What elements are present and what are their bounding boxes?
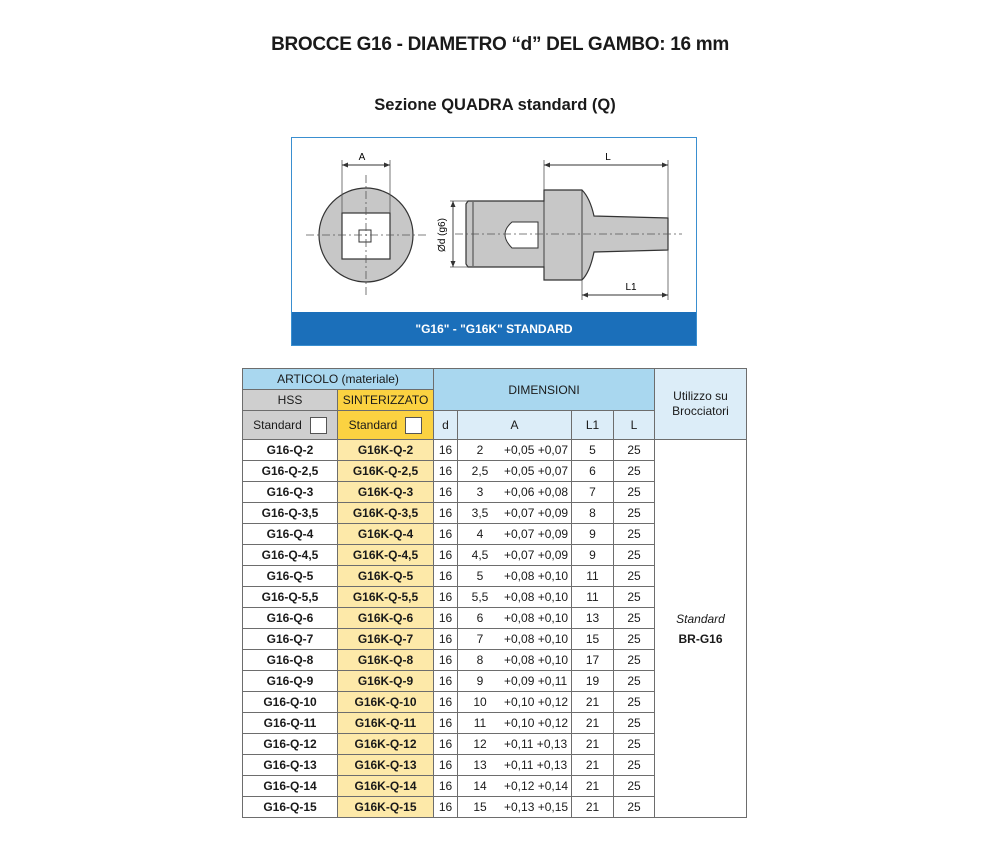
hss-code: G16-Q-4 (243, 524, 338, 545)
dimension-l1-label: L1 (625, 282, 637, 293)
l-value: 25 (614, 524, 655, 545)
sint-code: G16K-Q-13 (338, 755, 434, 776)
hss-standard-checkbox[interactable] (310, 417, 327, 434)
l1-value: 8 (572, 503, 614, 524)
sint-code: G16K-Q-6 (338, 608, 434, 629)
l-value: 25 (614, 629, 655, 650)
hss-code: G16-Q-8 (243, 650, 338, 671)
l1-value: 15 (572, 629, 614, 650)
dimension-l-label: L (605, 152, 611, 163)
a-tolerance: +0,12 +0,14 (504, 779, 569, 793)
a-tolerance: +0,08 +0,10 (504, 590, 569, 604)
d-value: 16 (434, 587, 458, 608)
hss-code: G16-Q-3 (243, 482, 338, 503)
a-cell (458, 545, 572, 566)
a-value: 2,5 (471, 464, 489, 478)
hss-standard-label: Standard (253, 418, 302, 432)
a-value: 6 (476, 611, 484, 625)
d-value: 16 (434, 503, 458, 524)
hss-code: G16-Q-2,5 (243, 461, 338, 482)
col-l-header: L (614, 411, 655, 440)
a-cell (458, 776, 572, 797)
d-value: 16 (434, 734, 458, 755)
a-tolerance: +0,08 +0,10 (504, 653, 569, 667)
a-value: 10 (473, 695, 487, 709)
hss-code: G16-Q-7 (243, 629, 338, 650)
l-value: 25 (614, 797, 655, 818)
l-value: 25 (614, 587, 655, 608)
a-tolerance: +0,08 +0,10 (504, 632, 569, 646)
a-tolerance: +0,11 +0,13 (504, 737, 568, 751)
a-value: 3 (476, 485, 484, 499)
d-value: 16 (434, 545, 458, 566)
a-value: 4 (476, 527, 484, 541)
a-cell (458, 671, 572, 692)
d-value: 16 (434, 692, 458, 713)
sint-code: G16K-Q-2,5 (338, 461, 434, 482)
sint-code: G16K-Q-14 (338, 776, 434, 797)
sint-standard-label: Standard (348, 418, 398, 432)
a-value: 9 (476, 674, 484, 688)
d-value: 16 (434, 524, 458, 545)
a-value: 8 (476, 653, 484, 667)
hss-code: G16-Q-3,5 (243, 503, 338, 524)
sint-code: G16K-Q-7 (338, 629, 434, 650)
l-value: 25 (614, 755, 655, 776)
l1-value: 21 (572, 734, 614, 755)
a-tolerance: +0,05 +0,07 (504, 464, 569, 478)
a-tolerance: +0,07 +0,09 (504, 548, 569, 562)
l-value: 25 (614, 503, 655, 524)
sint-code: G16K-Q-12 (338, 734, 434, 755)
sint-code: G16K-Q-2 (338, 440, 434, 461)
a-value: 11 (473, 716, 487, 730)
sinterizzato-header: SINTERIZZATO (338, 390, 434, 411)
a-cell (458, 587, 572, 608)
a-cell (458, 650, 572, 671)
l-value: 25 (614, 566, 655, 587)
a-value: 12 (473, 737, 487, 751)
l-value: 25 (614, 461, 655, 482)
sint-standard-checkbox[interactable] (405, 417, 422, 434)
l1-value: 21 (572, 713, 614, 734)
sint-code: G16K-Q-9 (338, 671, 434, 692)
a-cell (458, 482, 572, 503)
a-tolerance: +0,06 +0,08 (504, 485, 569, 499)
sint-code: G16K-Q-15 (338, 797, 434, 818)
side-view (450, 160, 682, 300)
a-value: 15 (473, 800, 487, 814)
a-tolerance: +0,05 +0,07 (504, 443, 569, 457)
a-tolerance: +0,10 +0,12 (504, 695, 569, 709)
l1-value: 13 (572, 608, 614, 629)
a-value: 13 (473, 758, 487, 772)
sint-code: G16K-Q-8 (338, 650, 434, 671)
d-value: 16 (434, 755, 458, 776)
spec-table (242, 368, 747, 818)
hss-code: G16-Q-14 (243, 776, 338, 797)
a-cell (458, 566, 572, 587)
hss-code: G16-Q-15 (243, 797, 338, 818)
col-d-header: d (434, 411, 458, 440)
page-title: BROCCE G16 - DIAMETRO “d” DEL GAMBO: 16 mm (271, 34, 729, 55)
figure-banner: "G16" - "G16K" STANDARD (292, 312, 696, 345)
a-tolerance: +0,08 +0,10 (504, 569, 569, 583)
sint-code: G16K-Q-4,5 (338, 545, 434, 566)
hss-standard-cell (243, 411, 338, 440)
a-cell (458, 734, 572, 755)
d-value: 16 (434, 671, 458, 692)
a-cell (458, 503, 572, 524)
sint-code: G16K-Q-5 (338, 566, 434, 587)
l1-value: 11 (572, 587, 614, 608)
hss-code: G16-Q-12 (243, 734, 338, 755)
hss-code: G16-Q-11 (243, 713, 338, 734)
l1-value: 21 (572, 692, 614, 713)
sint-standard-cell (338, 411, 434, 440)
l1-value: 6 (572, 461, 614, 482)
a-value: 5,5 (471, 590, 489, 604)
a-tolerance: +0,10 +0,12 (504, 716, 569, 730)
a-cell (458, 692, 572, 713)
a-cell (458, 713, 572, 734)
l1-value: 21 (572, 776, 614, 797)
hss-code: G16-Q-6 (243, 608, 338, 629)
usage-line-broach: BR-G16 (678, 631, 723, 646)
articolo-header: ARTICOLO (materiale) (243, 369, 434, 390)
a-tolerance: +0,09 +0,11 (504, 674, 568, 688)
hss-code: G16-Q-4,5 (243, 545, 338, 566)
l-value: 25 (614, 692, 655, 713)
hss-code: G16-Q-10 (243, 692, 338, 713)
table-row (243, 440, 747, 461)
hss-header: HSS (243, 390, 338, 411)
a-tolerance: +0,11 +0,13 (504, 758, 568, 772)
a-cell (458, 797, 572, 818)
a-value: 3,5 (471, 506, 489, 520)
l-value: 25 (614, 671, 655, 692)
sint-code: G16K-Q-3,5 (338, 503, 434, 524)
usage-header: Utilizzo su Brocciatori (655, 369, 747, 440)
broach-diagram (292, 138, 696, 312)
hss-code: G16-Q-5 (243, 566, 338, 587)
a-tolerance: +0,13 +0,15 (504, 800, 569, 814)
sint-code: G16K-Q-3 (338, 482, 434, 503)
d-value: 16 (434, 776, 458, 797)
l-value: 25 (614, 650, 655, 671)
usage-line-standard: Standard (676, 611, 725, 626)
d-value: 16 (434, 482, 458, 503)
l-value: 25 (614, 734, 655, 755)
col-a-header: A (458, 411, 572, 440)
a-cell (458, 629, 572, 650)
a-value: 5 (476, 569, 484, 583)
l-value: 25 (614, 776, 655, 797)
a-tolerance: +0,07 +0,09 (504, 506, 569, 520)
hss-code: G16-Q-9 (243, 671, 338, 692)
hss-code: G16-Q-5,5 (243, 587, 338, 608)
l-value: 25 (614, 713, 655, 734)
l-value: 25 (614, 608, 655, 629)
a-cell (458, 608, 572, 629)
l1-value: 11 (572, 566, 614, 587)
l1-value: 17 (572, 650, 614, 671)
a-tolerance: +0,08 +0,10 (504, 611, 569, 625)
front-view (306, 160, 426, 295)
l1-value: 21 (572, 797, 614, 818)
hss-code: G16-Q-2 (243, 440, 338, 461)
d-value: 16 (434, 629, 458, 650)
section-subtitle: Sezione QUADRA standard (Q) (374, 96, 616, 114)
d-value: 16 (434, 440, 458, 461)
col-l1-header: L1 (572, 411, 614, 440)
d-value: 16 (434, 650, 458, 671)
d-value: 16 (434, 461, 458, 482)
a-value: 7 (476, 632, 484, 646)
l1-value: 19 (572, 671, 614, 692)
sint-code: G16K-Q-4 (338, 524, 434, 545)
l-value: 25 (614, 545, 655, 566)
d-value: 16 (434, 608, 458, 629)
a-cell (458, 440, 572, 461)
dimensioni-header: DIMENSIONI (434, 369, 655, 411)
usage-cell (655, 440, 747, 818)
hss-code: G16-Q-13 (243, 755, 338, 776)
l-value: 25 (614, 482, 655, 503)
l1-value: 7 (572, 482, 614, 503)
a-cell (458, 755, 572, 776)
a-cell (458, 524, 572, 545)
a-value: 2 (476, 443, 484, 457)
l1-value: 5 (572, 440, 614, 461)
sint-code: G16K-Q-5,5 (338, 587, 434, 608)
a-value: 14 (473, 779, 487, 793)
a-tolerance: +0,07 +0,09 (504, 527, 569, 541)
l-value: 25 (614, 440, 655, 461)
d-value: 16 (434, 713, 458, 734)
technical-drawing (291, 137, 697, 346)
a-cell (458, 461, 572, 482)
d-value: 16 (434, 566, 458, 587)
sint-code: G16K-Q-10 (338, 692, 434, 713)
l1-value: 21 (572, 755, 614, 776)
l1-value: 9 (572, 545, 614, 566)
dimension-d-label: Ød (g6) (437, 218, 448, 252)
sint-code: G16K-Q-11 (338, 713, 434, 734)
l1-value: 9 (572, 524, 614, 545)
dimension-a-label: A (358, 152, 366, 163)
d-value: 16 (434, 797, 458, 818)
a-value: 4,5 (471, 548, 489, 562)
